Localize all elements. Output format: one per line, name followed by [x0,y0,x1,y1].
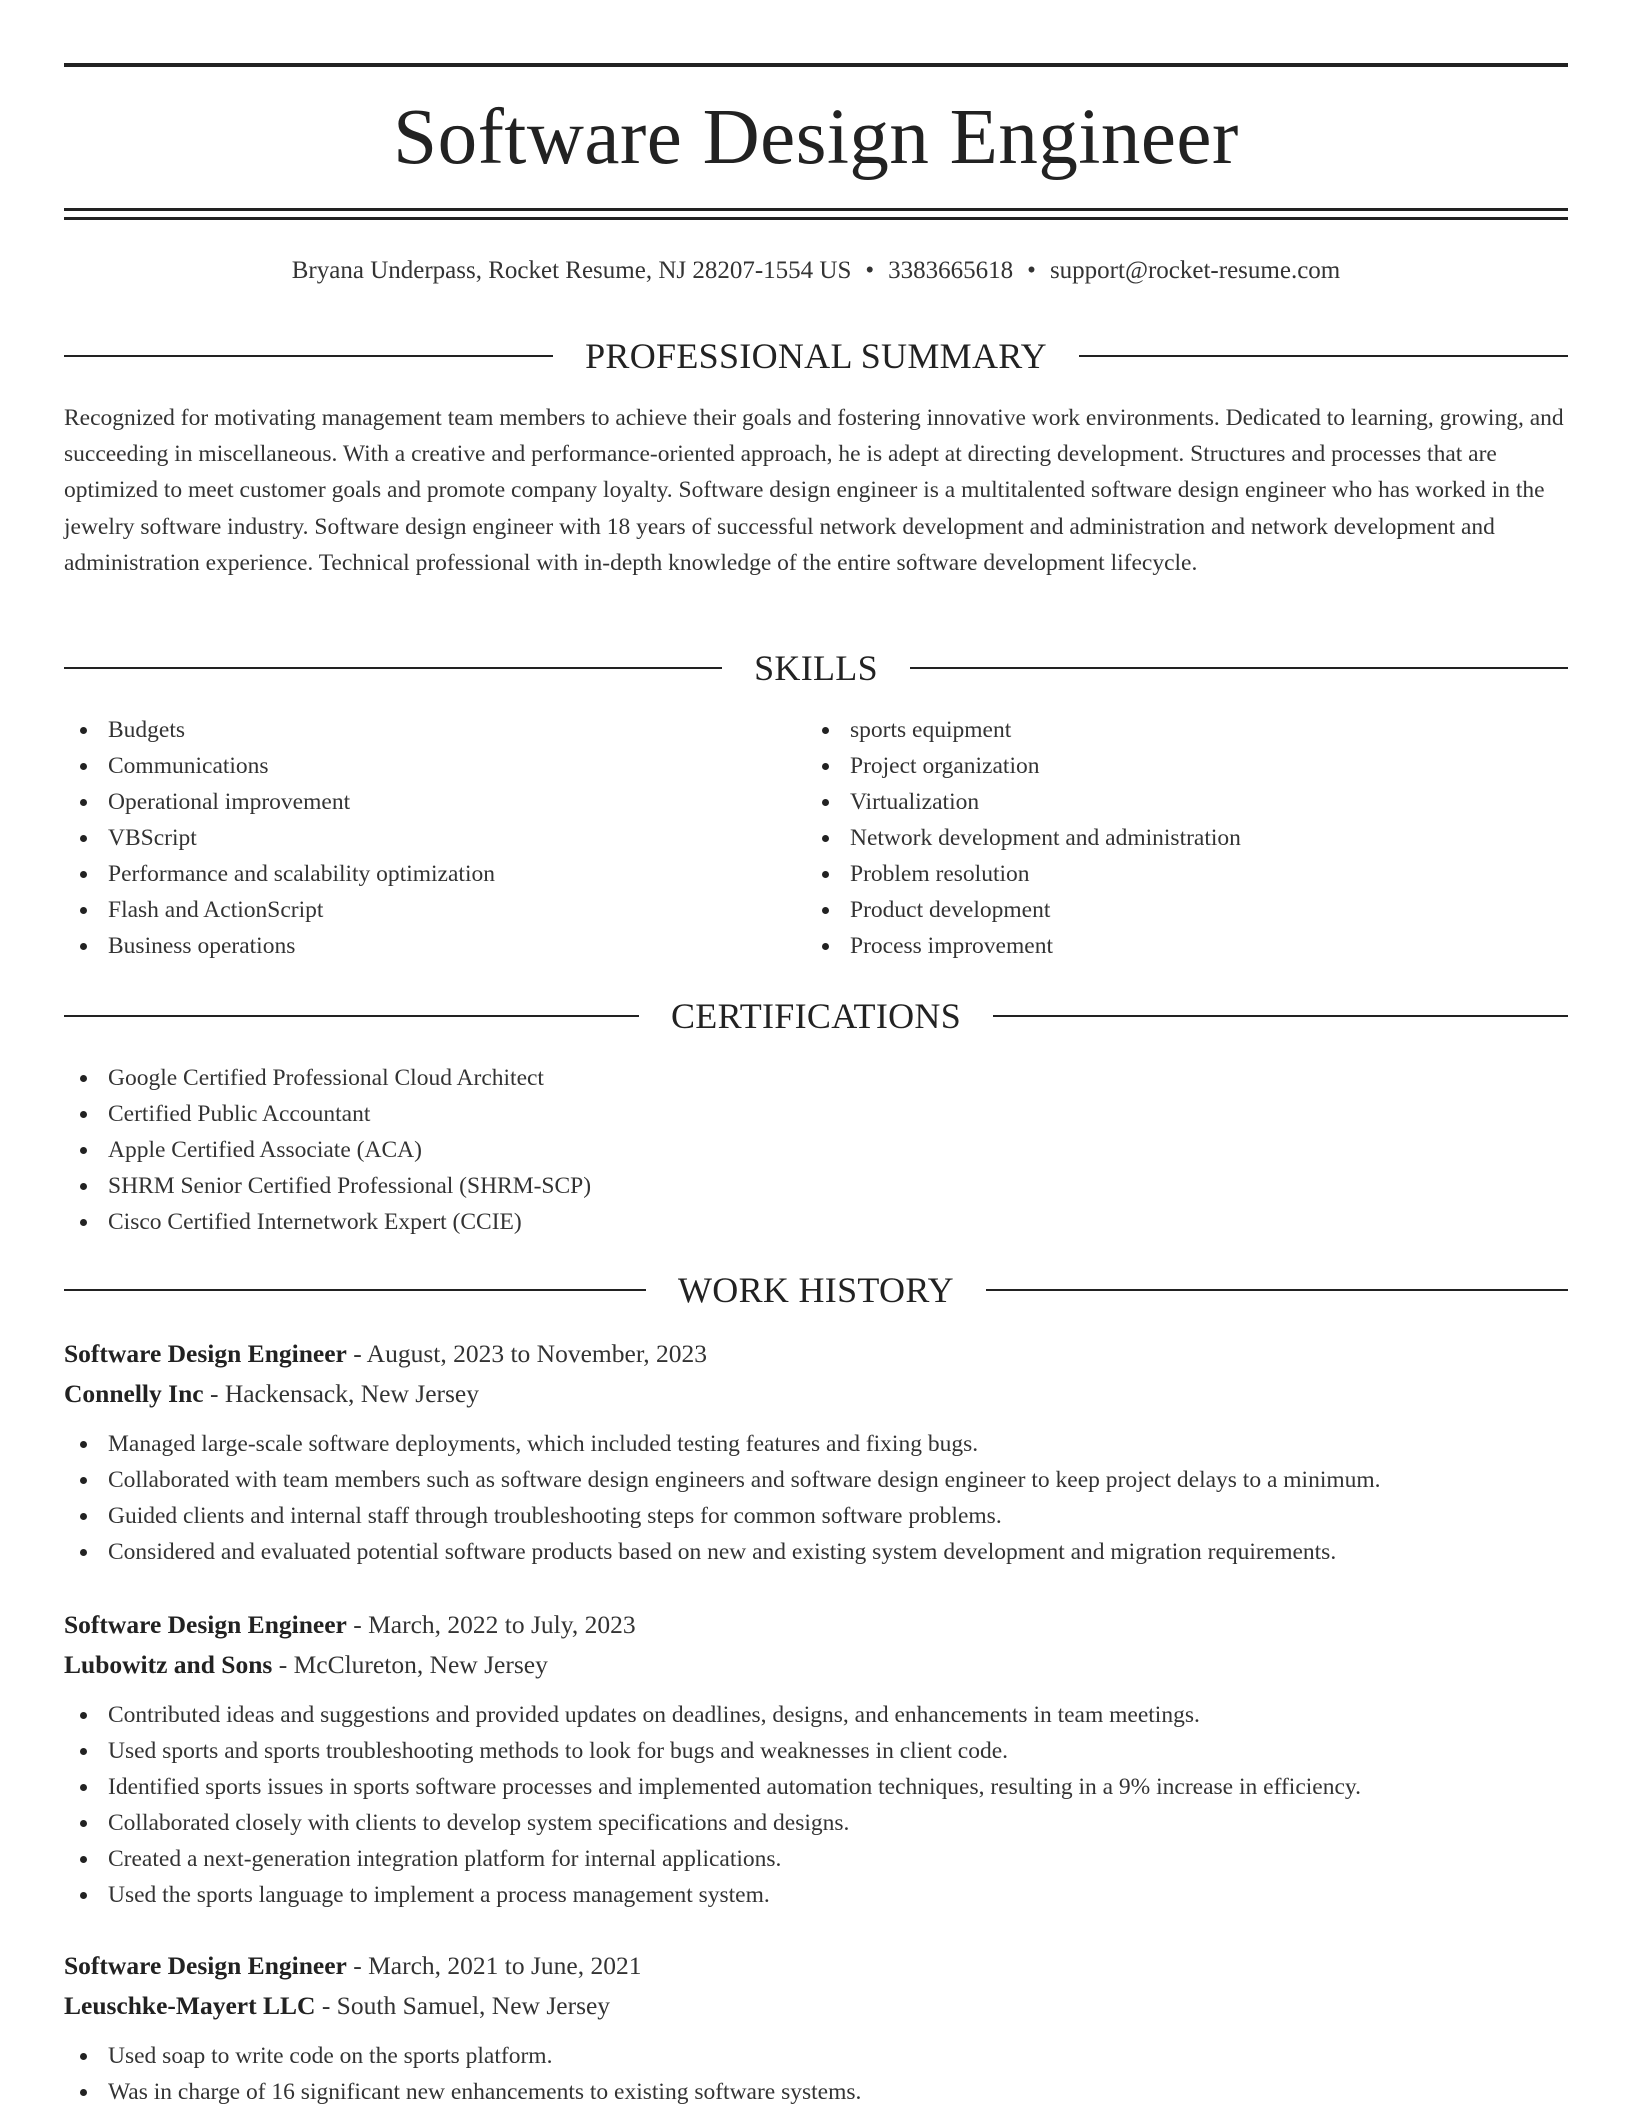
job-title-line [64,1605,1568,1645]
heading-rule [64,667,722,669]
job-dates: - March, 2022 to July, 2023 [346,1610,636,1639]
job-title-line [64,1946,1568,1986]
skill-item: Product development [806,892,1546,928]
skill-item: Problem resolution [806,856,1546,892]
job-bullet: Collaborated closely with clients to develop system specifications and designs. [64,1805,1568,1841]
heading-rule [1079,355,1568,357]
job-entry [64,1605,1568,1913]
heading-rule [64,355,553,357]
skill-item: Business operations [64,928,804,964]
job-entry [64,1946,1568,2110]
section-title: SKILLS [754,648,878,688]
job-dates: - August, 2023 to November, 2023 [346,1339,708,1368]
top-rule [64,63,1568,67]
job-company-line [64,1374,1568,1414]
section-heading-skills [64,646,1568,690]
job-bullet: Was in charge of 16 significant new enhancements to existing software systems. [64,2074,1568,2110]
skill-item: Operational improvement [64,784,804,820]
section-title: CERTIFICATIONS [670,996,962,1036]
heading-rule [64,1015,639,1017]
job-bullet: Contributed ideas and suggestions and provided updates on deadlines, designs, and enhancements in team meetings. [64,1697,1568,1733]
job-dates: - March, 2021 to June, 2021 [346,1951,642,1980]
skills-list-left [64,712,804,964]
job-bullets [64,2038,1568,2110]
job-title-line [64,1334,1568,1374]
job-bullet: Considered and evaluated potential software products based on new and existing system development and migration requirements. [64,1534,1568,1570]
job-bullet: Guided clients and internal staff through troubleshooting steps for common software problems. [64,1498,1568,1534]
job-bullet: Identified sports issues in sports software processes and implemented automation techniques, resulting in a 9% increase in efficiency. [64,1769,1568,1805]
skill-item: Communications [64,748,804,784]
job-bullets [64,1697,1568,1913]
skill-item: Network development and administration [806,820,1546,856]
skill-item: Performance and scalability optimization [64,856,804,892]
heading-rule [986,1289,1568,1291]
section-heading-certifications [64,994,1568,1038]
job-bullet: Collaborated with team members such as software design engineers and software design engineer to keep project delays to a minimum. [64,1462,1568,1498]
certification-item: Google Certified Professional Cloud Architect [64,1060,591,1096]
contact-address: Bryana Underpass, Rocket Resume, NJ 28207-1554 US [291,257,852,284]
skill-item: Process improvement [806,928,1546,964]
job-entry [64,1334,1568,1570]
heading-rule [910,667,1568,669]
job-title: Software Design Engineer [64,1339,347,1368]
section-heading-work-history [64,1268,1568,1312]
skill-item: VBScript [64,820,804,856]
certifications-list [64,1060,591,1240]
job-location: - McClureton, New Jersey [272,1650,548,1679]
job-title: Software Design Engineer [64,1951,347,1980]
job-bullet: Used soap to write code on the sports platform. [64,2038,1568,2074]
skill-item: Project organization [806,748,1546,784]
job-location: - Hackensack, New Jersey [203,1379,479,1408]
job-bullet: Used sports and sports troubleshooting methods to look for bugs and weaknesses in client code. [64,1733,1568,1769]
skills-list-right [806,712,1546,964]
heading-rule [64,1289,646,1291]
job-company-line [64,1986,1568,2026]
certification-item: Certified Public Accountant [64,1096,591,1132]
certification-item: Cisco Certified Internetwork Expert (CCIE) [64,1204,591,1240]
contact-email[interactable]: support@rocket-resume.com [1049,257,1341,284]
job-company: Connelly Inc [64,1379,204,1408]
resume-title: Software Design Engineer [393,94,1239,181]
title-double-rule [64,208,1568,220]
contact-phone: 3383665618 [888,257,1014,284]
job-bullet: Managed large-scale software deployments, which included testing features and fixing bugs. [64,1426,1568,1462]
job-company: Lubowitz and Sons [64,1650,273,1679]
certification-item: Apple Certified Associate (ACA) [64,1132,591,1168]
skill-item: Virtualization [806,784,1546,820]
contact-line [64,254,1568,288]
job-location: - South Samuel, New Jersey [315,1991,611,2020]
contact-separator: • [1027,257,1036,284]
section-title: PROFESSIONAL SUMMARY [585,336,1047,376]
section-title: WORK HISTORY [678,1270,954,1310]
heading-rule [993,1015,1568,1017]
job-title: Software Design Engineer [64,1610,347,1639]
summary-text: Recognized for motivating management team members to achieve their goals and fostering innovative work environments. Dedicated to learning, growing, and succeeding in miscellaneous. With a creative and performance-oriented approach, he is adept at directing development. Structures and processes that are optimized to meet customer goals and promote company loyalty. Software design engineer is a multitalented software design engineer who has worked in the jewelry software industry. Software design engineer with 18 years of successful network development and administration and network development and administration experience. Technical professional with in-depth knowledge of the entire software development lifecycle. [64,405,1564,576]
contact-separator: • [865,257,875,284]
certification-item: SHRM Senior Certified Professional (SHRM-SCP) [64,1168,591,1204]
job-bullet: Created a next-generation integration platform for internal applications. [64,1841,1568,1877]
job-company: Leuschke-Mayert LLC [64,1991,316,2020]
job-bullets [64,1426,1568,1570]
job-bullet: Used the sports language to implement a process management system. [64,1877,1568,1913]
section-heading-summary [64,334,1568,378]
skill-item: Flash and ActionScript [64,892,804,928]
skill-item: Budgets [64,712,804,748]
skill-item: sports equipment [806,712,1546,748]
job-company-line [64,1645,1568,1685]
